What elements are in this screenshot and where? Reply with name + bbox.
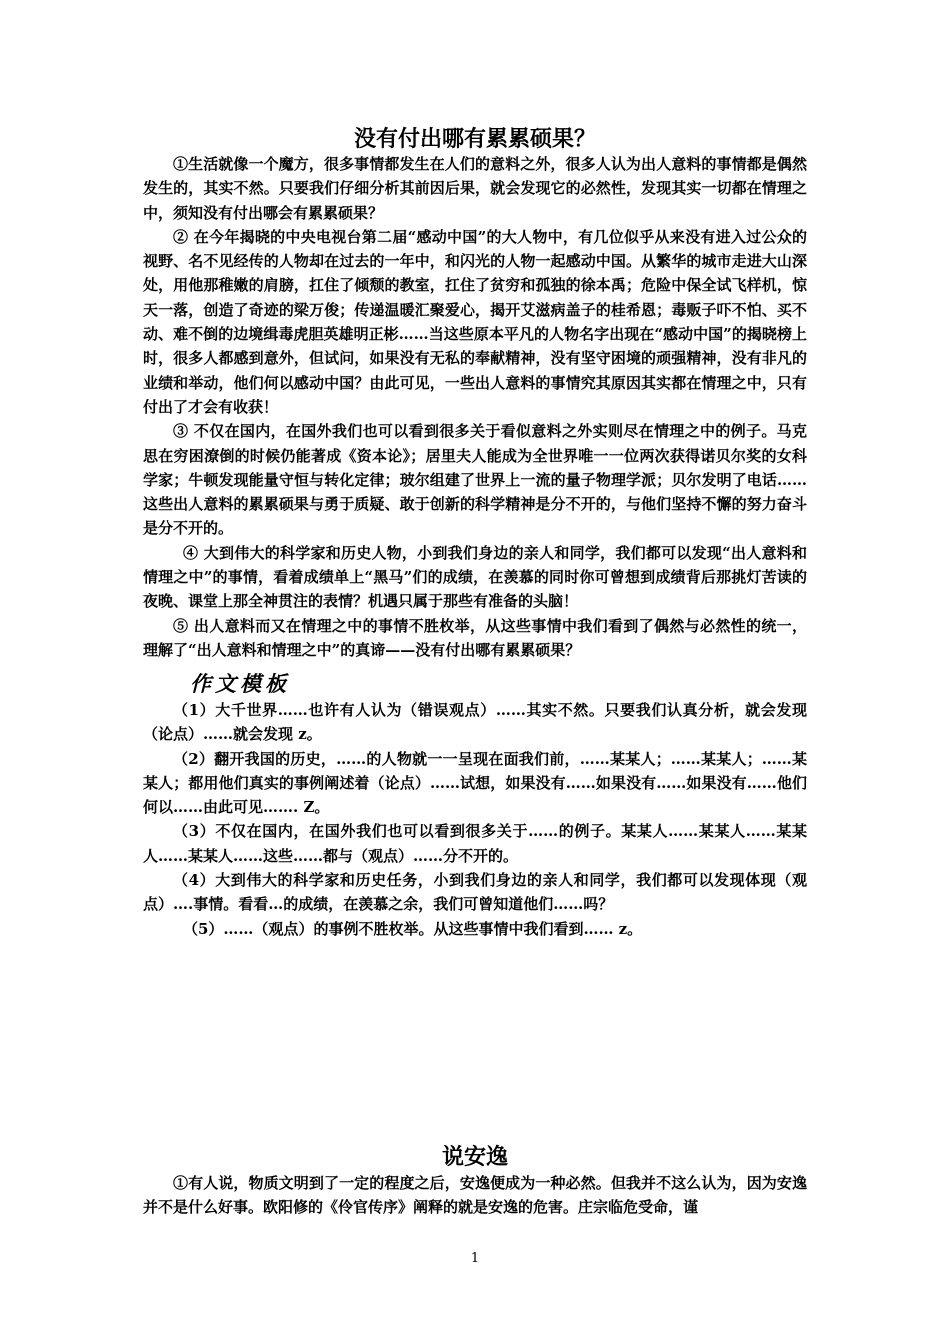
essay2-title: 说安逸 (441, 1144, 508, 1170)
template-item-5: （5）……（观点）的事例不胜枚举。从这些事情中我们看到…… z。 (183, 919, 643, 938)
essay1-paragraph-4: ④ 大到伟大的科学家和历史人物，小到我们身边的亲人和同学，我们都可以发现“出人意料和情理之中”的事情，看着成绩单上“黑马”们的成绩，在羡慕的同时你可曾想到成绩背后那挑灯苦读的夜晚、课堂上那全神贯注的表情？机遇只属于那些有准备的头脑！ (143, 543, 807, 611)
template-item-2: （2）翻开我国的历史，……的人物就一一呈现在面我们前，……某某人；……某某人；……某某人；都用他们真实的事例阐述着（论点）……试想，如果没有……如果没有……如果没有……他们何以……由此可见……. Z。 (143, 749, 807, 817)
essay2-body (143, 1171, 807, 1220)
essay1-paragraph-1: ①生活就像一个魔方，很多事情都发生在人们的意料之外，很多人认为出人意料的事情都是偶然发生的，其实不然。只要我们仔细分析其前因后果，就会发现它的必然性，发现其实一切都在情理之中，须知没有付出哪会有累累硕果？ (143, 155, 807, 222)
essay2-paragraph-1: ①有人说，物质文明到了一定的程度之后，安逸便成为一种必然。但我并不这么认为，因为安逸并不是什么好事。欧阳修的《伶官传序》阐释的就是安逸的危害。庄宗临危受命，谨 (143, 1174, 807, 1217)
template-body (143, 698, 807, 941)
essay1-paragraph-3: ③ 不仅在国内，在国外我们也可以看到很多关于看似意料之外实则尽在情理之中的例子。马克思在穷困潦倒的时候仍能著成《资本论》；居里夫人能成为全世界唯一一位两次获得诺贝尔奖的女科学家；牛顿发现能量守恒与转化定律；玻尔组建了世界上一流的量子物理学派；贝尔发明了电话……这些出人意料的累累硕果与勇于质疑、敢于创新的科学精神是分不开的，与他们坚持不懈的努力奋斗是分不开的。 (143, 422, 807, 538)
essay1-paragraph-2: ② 在今年揭晓的中央电视台第二届“感动中国”的大人物中，有几位似乎从来没有进入过公众的视野、名不见经传的人物却在过去的一年中，和闪光的人物一起感动中国。从繁华的城市走进大山深处，用他那稚嫩的肩膀，扛住了倾颓的教室，扛住了贫穷和孤独的徐本禹；危险中保全试飞样机，惊天一落，创造了奇迹的梁万俊；传递温暖汇聚爱心，揭开艾滋病盖子的桂希恩；毒贩子吓不怕、买不动、难不倒的边境缉毒虎胆英雄明正彬……当这些原本平凡的人物名字出现在“感动中国”的揭晓榜上时，很多人都感到意外，但试问，如果没有无私的奉献精神，没有坚守困境的顽强精神，没有非凡的业绩和举动，他们何以感动中国？由此可见，一些出人意料的事情究其原因其实都在情理之中，只有付出了才会有收获！ (143, 227, 807, 416)
template-item-3: （3）不仅在国内，在国外我们也可以看到很多关于……的例子。某某人……某某人……某某人……某某人……这些……都与（观点）……分不开的。 (143, 822, 807, 865)
page-number: 1 (470, 1251, 480, 1266)
template-item-1: （1）大千世界……也许有人认为（错误观点）……其实不然。只要我们认真分析，就会发现（论点）……就会发现 z。 (143, 701, 807, 744)
essay1-body (143, 152, 807, 662)
essay1-paragraph-5: ⑤ 出人意料而又在情理之中的事情不胜枚举，从这些事情中我们看到了偶然与必然性的统一，理解了“出人意料和情理之中”的真谛——没有付出哪有累累硕果？ (143, 616, 807, 659)
essay1-title: 没有付出哪有累累硕果？ (353, 126, 596, 152)
template-item-4: （4）大到伟大的科学家和历史任务，小到我们身边的亲人和同学，我们都可以发现体现（观点）….事情。看看…的成绩，在羡慕之余，我们可曾知道他们……吗？ (143, 871, 807, 914)
template-heading: 作文模板 (190, 671, 290, 696)
